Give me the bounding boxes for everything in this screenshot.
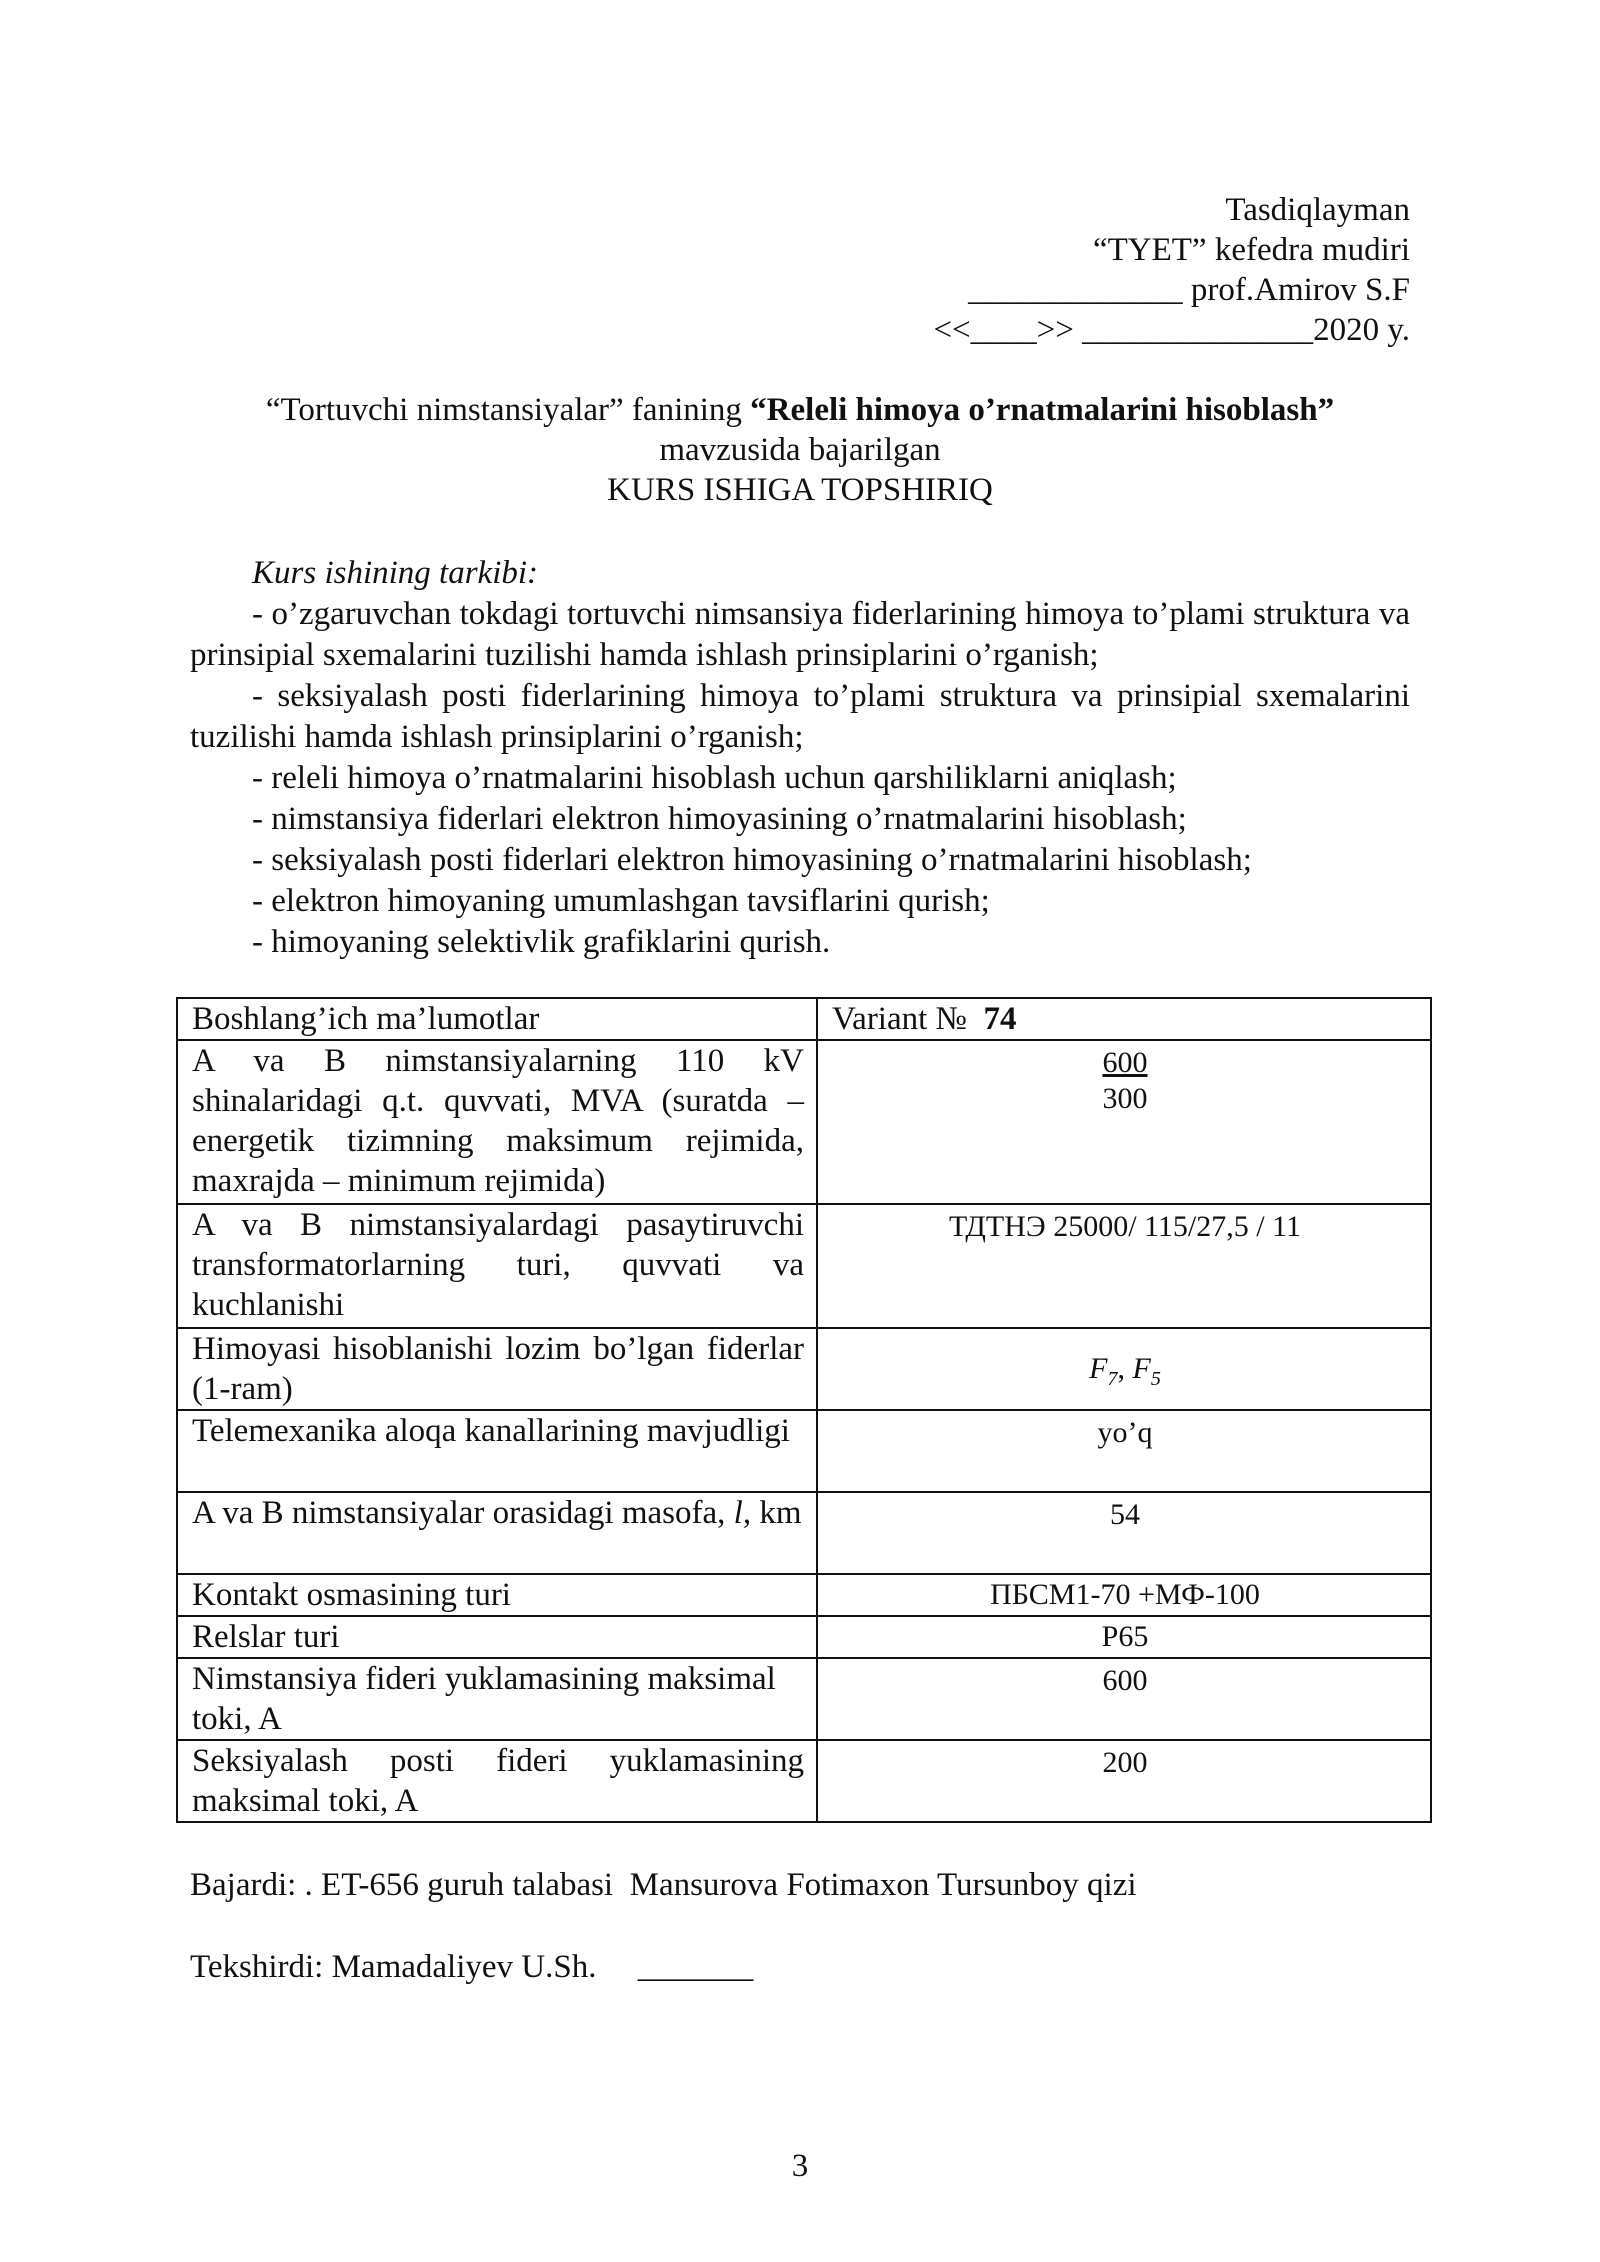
row-label: Relslar turi (177, 1616, 817, 1658)
title-prefix: “Tortuvchi nimstansiyalar” fanining (265, 392, 751, 428)
table-row (177, 1040, 1431, 1204)
table-row (177, 1204, 1431, 1328)
row-label-tail: , km (742, 1495, 802, 1531)
row-label: Nimstansiya fideri yuklamasining maksimal toki, A (177, 1658, 817, 1740)
content-item: - seksiyalash posti fiderlarining himoya to’plami struktura va prinsipial sxemalarini tuzilishi hamda ishlash prinsiplarini o’rganish; (190, 678, 1410, 755)
header-label-cell: Boshlang’ich ma’lumotlar (177, 998, 817, 1040)
table-row (177, 1492, 1431, 1574)
approval-line: <<____>> ______________2020 y. (933, 312, 1410, 348)
checked-by: Tekshirdi: Mamadaliyev U.Sh. _______ (190, 1949, 754, 1985)
feeder-index: 5 (1150, 1368, 1161, 1390)
feeder-symbol: F (1089, 1352, 1108, 1385)
fraction-denominator: 300 (1102, 1082, 1148, 1115)
initial-data-table (176, 997, 1432, 1823)
fraction-numerator: 600 (1102, 1046, 1148, 1079)
table-row (177, 1410, 1431, 1492)
row-value: 54 (817, 1492, 1431, 1574)
approval-line: “TYET” kefedra mudiri (1092, 232, 1410, 268)
feeder-index: 7 (1107, 1368, 1118, 1390)
row-value: ПБСМ1-70 +МФ-100 (817, 1574, 1431, 1616)
title-line-2: mavzusida bajarilgan (659, 432, 941, 468)
title-topic: “Releli himoya o’rnatmalarini hisoblash” (750, 392, 1335, 428)
row-value: Р65 (817, 1616, 1431, 1658)
distance-symbol: l (733, 1495, 743, 1531)
separator: , (1117, 1352, 1133, 1385)
title-line-1 (190, 390, 1410, 430)
table-row (177, 1740, 1431, 1822)
approval-block (933, 190, 1410, 350)
course-content (190, 553, 1410, 963)
content-item: - nimstansiya fiderlari elektron himoyasining o’rnatmalarini hisoblash; (252, 801, 1187, 837)
page-number: 3 (791, 2148, 809, 2184)
document-title (190, 390, 1410, 510)
content-item: - seksiyalash posti fiderlari elektron himoyasining o’rnatmalarini hisoblash; (252, 842, 1252, 878)
row-label: A va B nimstansiyalardagi pasaytiruvchi transformatorlarning turi, quvvati va kuchlanishi (177, 1204, 817, 1328)
table-row (177, 1658, 1431, 1740)
table-header-row (177, 998, 1431, 1040)
approval-line: _____________ prof.Amirov S.F (968, 272, 1410, 308)
content-heading: Kurs ishining tarkibi: (252, 555, 539, 591)
row-value: 600 (817, 1658, 1431, 1740)
row-value: 200 (817, 1740, 1431, 1822)
row-label-text: A va B nimstansiyalar orasidagi masofa, (192, 1495, 734, 1531)
table-row (177, 1328, 1431, 1410)
row-label: Telemexanika aloqa kanallarining mavjudligi (177, 1410, 817, 1492)
row-value: ТДТНЭ 25000/ 115/27,5 / 11 (817, 1204, 1431, 1328)
table-row (177, 1574, 1431, 1616)
table-row (177, 1616, 1431, 1658)
feeder-symbol: F (1132, 1352, 1151, 1385)
row-label: Kontakt osmasining turi (177, 1574, 817, 1616)
variant-label: Variant № (832, 1001, 968, 1037)
header-variant-cell (817, 998, 1431, 1040)
variant-number: 74 (983, 1001, 1017, 1037)
row-value (817, 1328, 1431, 1410)
title-line-3: KURS ISHIGA TOPSHIRIQ (607, 472, 993, 508)
content-item: - releli himoya o’rnatmalarini hisoblash uchun qarshiliklarni aniqlash; (252, 760, 1177, 796)
row-label: Himoyasi hisoblanishi lozim bo’lgan fiderlar (1-ram) (177, 1328, 817, 1410)
row-value: yo’q (817, 1410, 1431, 1492)
row-label (177, 1492, 817, 1574)
row-label: A va B nimstansiyalarning 110 kV shinalaridagi q.t. quvvati, MVA (suratda – energetik tizimning maksimum rejimida, maxrajda – minimum rejimida) (177, 1040, 817, 1204)
row-value (817, 1040, 1431, 1204)
content-item: - himoyaning selektivlik grafiklarini qurish. (252, 924, 831, 960)
content-item: - o’zgaruvchan tokdagi tortuvchi nimsansiya fiderlarining himoya to’plami struktura va prinsipial sxemalarini tuzilishi hamda ishlash prinsiplarini o’rganish; (190, 596, 1410, 673)
row-label: Seksiyalash posti fideri yuklamasining maksimal toki, A (177, 1740, 817, 1822)
content-item: - elektron himoyaning umumlashgan tavsiflarini qurish; (252, 883, 990, 919)
approval-line: Tasdiqlayman (1225, 192, 1410, 228)
performed-by: Bajardi: . ET-656 guruh talabasi Mansurova Fotimaxon Tursunboy qizi (190, 1867, 1137, 1903)
